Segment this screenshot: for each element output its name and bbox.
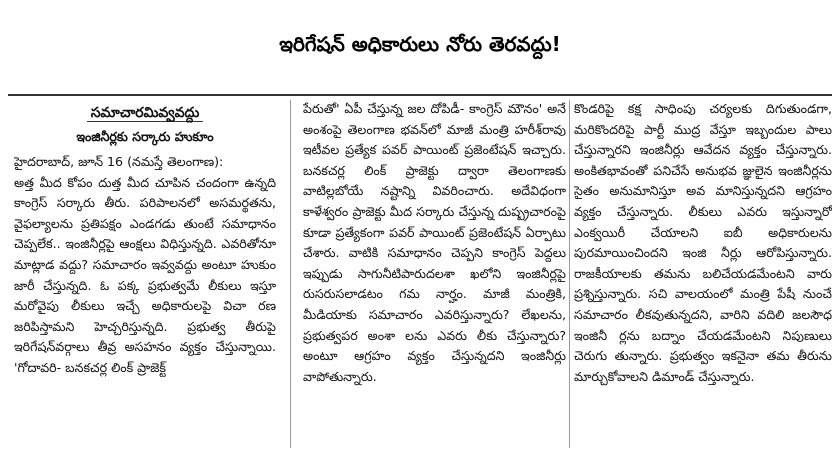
headline-divider (8, 94, 832, 96)
article-column-2 (303, 99, 566, 449)
article-body-col-1: అత్త మీద కోపం దుత్త మీద చూపిన చందంగా ఉన్నది కాంగ్రెస్ సర్కారు తీరు. పరిపాలనలో అసమర్థతను, వైఫల్యాలను ప్రతిపక్షం ఎండగడు తుంటే సమాధానం చెప్పలేక.. ఇంజినీర్లపై ఆంక్షలు విధిస్తున్నది. ఎవరితోనూ మాట్లాడ వద్దు? సమాచారం ఇవ్వవద్దు అంటూ హుకుం జారీ చేస్తున్నది. ఓ పక్క ప్రభుత్వమే లీకులు ఇస్తూ మరోవైపు లీకులు ఇచ్చే అధికారులపై విచా రణ జరిపిస్తామని హెచ్చరిస్తున్నది. ప్రభుత్వ తీరుపై ఇరిగేషన్‌వర్గాలు తీవ్ర అసహనం వ్యక్తం చేస్తున్నాయి. 'గోదావరి- బనకచర్ల లింక్ ప్రాజెక్ట్ (14, 174, 276, 375)
subheading-secondary: ఇంజినీర్లకు సర్కారు హుకూం (76, 129, 214, 144)
subheading-primary (14, 102, 276, 124)
article-body-col-3: కొండరిపై కక్ష సాధింపు చర్యలకు దిగుతుండగా, మరికొందరిపై పార్టీ ముద్ర వేస్తూ ఇబ్బందుల పాలు చేస్తున్నారని ఇంజినీర్లు ఆవేదన వ్యక్తం చేస్తున్నారు. అంకితభావంతో పనిచేసే అనుభవ జ్ఞులైన ఇంజినీర్లను సైతం అనుమానిస్తూ అవ మానిస్తున్నదని ఆగ్రహం వ్యక్తం చేస్తున్నారు. లీకులు ఎవరు ఇస్తున్నారో ఎంక్వయిరీ చేయాలని ఐబీ అధికారులను పురమాయించిందని ఇంజి నీర్లు ఆరోపిస్తున్నారు. రాజకీయాలకు తమను బలిచేయడమేంటని వారు ప్రశ్నిస్తున్నారు. సచి వాలయంలో మంత్రి పేషీ నుంచే సమాచారం లీకవుతున్నదని, వారిని వదిలి జలసౌధ ఇంజినీ ర్లను బద్నాం చేయడమేంటని నిపుణులు చెరుగు తున్నారు. ప్రభుత్వం ఇకనైనా తమ తీరును మార్చుకోవాలని డిమాండ్ చేస్తున్నారు. (574, 101, 832, 384)
headline: ఇరిగేషన్ అధికారులు నోరు తెరవద్దు! (279, 31, 561, 56)
article-body-col-2: పేరుతో' ఏపీ చేస్తున్న జల దోపిడీ- కాంగ్రెస్ మౌనం' అనే అంశంపై తెలంగాణ భవన్‌లో మాజీ మంత్రి హరీశ్‌రావు ఇటీవల ప్రత్యేక పవర్ పాయింట్ ప్రజెంటేషన్ ఇచ్చారు. బనకచర్ల లింక్ ప్రాజెక్టు ద్వారా తెలంగాణకు వాటిల్లబోయే నష్టాన్ని వివరించారు. అదేవిధంగా కాళేశ్వరం ప్రాజెక్టు మీద సర్కారు చేస్తున్న దుష్ప్రచారంపై కూడా ప్రత్యేకంగా పవర్ పాయింట్ ప్రజెంటేషన్ ఏర్పాటు చేశారు. వాటికి సమాధానం చెప్పని కాంగ్రెస్ పెద్దలు ఇప్పుడు సాగునీటిపారుదలశా ఖలోని ఇంజినీర్లపై రుసరుసలాడటం గమ నార్హం. మాజీ మంత్రికి, మీడియాకు సమాచారం ఎవరిస్తున్నారు? లేఖలను, ప్రభుత్వపర అంశా లను ఎవరు లీకు చేస్తున్నారు? అంటూ ఆగ్రహం వ్యక్తం చేస్తున్నదని ఇంజినీర్లు వాపోతున్నారు. (303, 101, 566, 384)
article-column-1 (14, 100, 276, 450)
column-divider (290, 100, 291, 448)
column-divider (569, 100, 570, 448)
article-column-3 (574, 99, 832, 449)
subheading-primary-text: సమాచారమివ్వవద్దు (87, 105, 204, 122)
dateline: హైదరాబాద్, జూన్ 16 (నమస్తే తెలంగాణ): (14, 154, 224, 169)
